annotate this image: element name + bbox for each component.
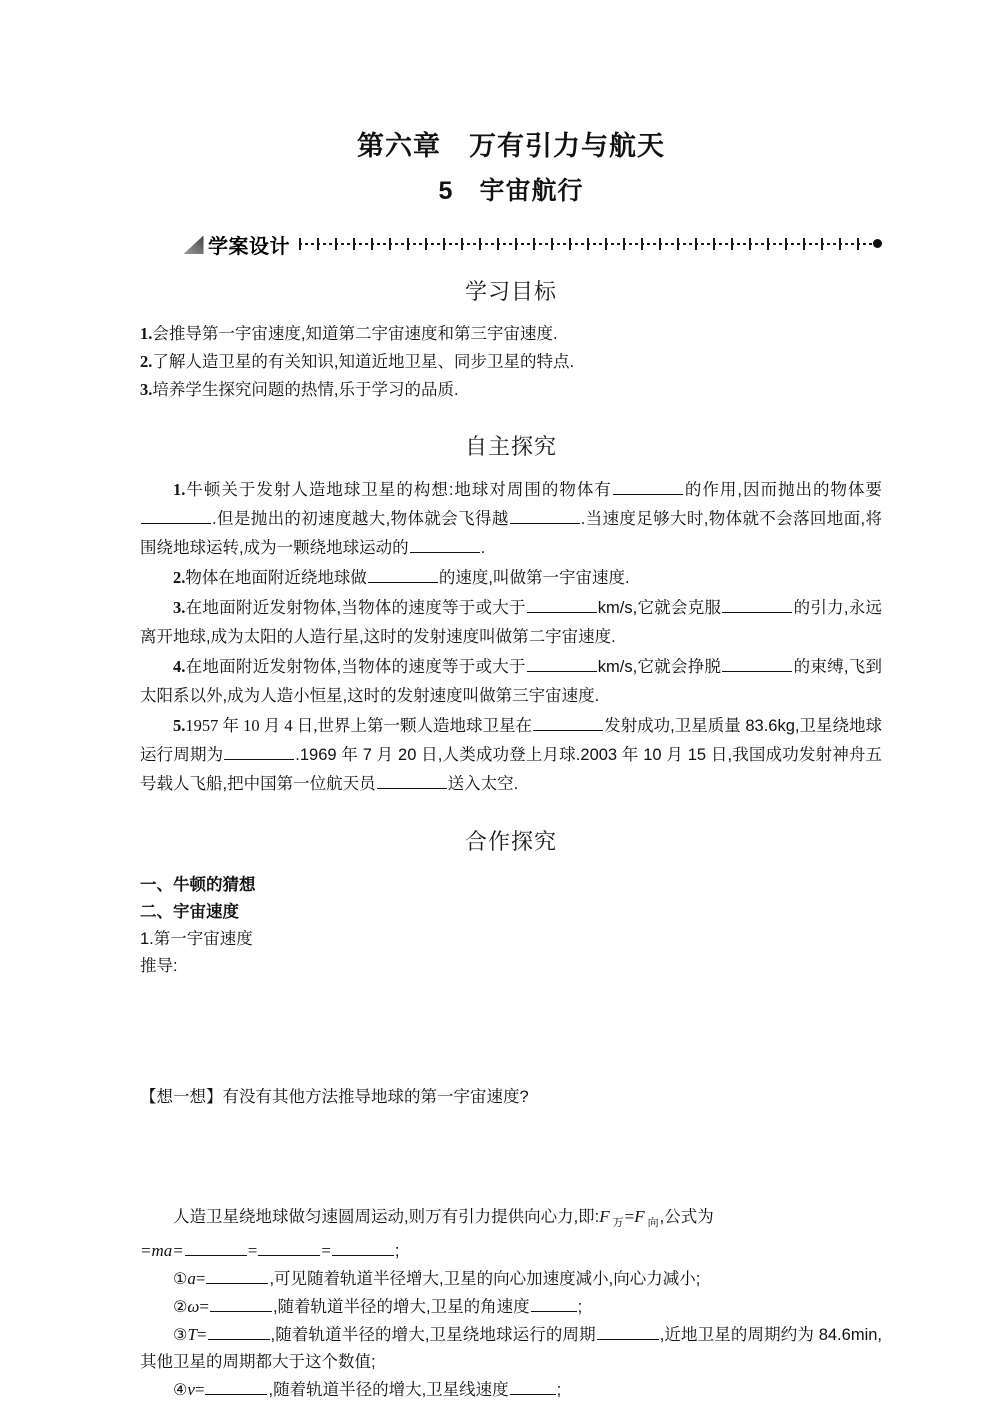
bullet-symbol: a <box>187 1269 196 1289</box>
objective-text: 培养学生探究问题的热情,乐于学习的品质. <box>152 381 459 399</box>
fill-in-blank[interactable] <box>368 567 438 583</box>
fill-in-blank[interactable] <box>185 1240 247 1256</box>
banner-label: 学案设计 <box>208 235 290 258</box>
derivation-workspace[interactable] <box>140 980 882 1084</box>
self-study-questions <box>140 475 882 799</box>
self-study-question-5 <box>140 711 882 799</box>
fill-in-blank[interactable] <box>722 656 792 672</box>
objectives-heading: 学习目标 <box>464 279 557 304</box>
self-study-question-1 <box>140 475 882 563</box>
question-text: 发射成功,卫星质量 83.6kg,卫星绕地球运行周期为 <box>140 717 883 764</box>
fill-in-blank[interactable] <box>510 508 580 524</box>
question-text: .当速度足够大时,物体就不会落回地面,将围绕地球运转,成为一颗绕地球运动的 <box>140 510 882 557</box>
question-unit: km/s,它就会克服 <box>597 599 722 617</box>
bullet-text: ,随着轨道半径的增大,卫星绕地球运行的周期 <box>270 1326 596 1345</box>
bullet-text: ; <box>577 1298 583 1317</box>
self-study-heading: 自主探究 <box>464 434 557 459</box>
self-study-question-4 <box>140 652 882 711</box>
equals-sign: = <box>196 1325 207 1345</box>
section-title: 5 宇宙航行 <box>438 176 584 205</box>
bullet-item-1 <box>140 1265 882 1293</box>
fill-in-blank[interactable] <box>722 597 792 613</box>
fill-in-blank[interactable] <box>533 715 603 731</box>
bullet-text: ; <box>556 1381 562 1400</box>
formula-intro-paragraph <box>140 1203 882 1237</box>
self-study-question-2 <box>140 563 882 593</box>
bullet-text: ,可见随着轨道半径增大,卫星的向心加速度减小,向心力减小; <box>269 1270 701 1289</box>
question-text: 物体在地面附近绕地球做 <box>185 569 367 587</box>
bullet-text: ,随着轨道半径的增大,卫星的角速度 <box>272 1298 530 1317</box>
question-text: 送入太空. <box>447 775 519 793</box>
derivation-label: 推导: <box>140 957 178 975</box>
question-text: 的作用,因而抛出的物体要 <box>683 481 882 499</box>
fill-in-blank[interactable] <box>410 537 480 553</box>
fill-in-blank[interactable] <box>224 744 294 760</box>
question-number: 2. <box>173 568 186 587</box>
objective-item <box>140 348 882 376</box>
question-text: 的速度,叫做第一宇宙速度. <box>438 569 630 587</box>
objective-number: 1. <box>140 324 153 343</box>
bullet-marker: ④ <box>173 1380 188 1400</box>
formula-intro-text: ,公式为 <box>659 1208 714 1226</box>
page-content <box>140 0 882 1404</box>
formula-equation-line <box>140 1237 882 1265</box>
bullet-item-4 <box>140 1376 882 1404</box>
question-number: 1. <box>173 480 186 499</box>
objective-number: 2. <box>140 352 153 371</box>
cooperative-heading: 合作探究 <box>464 829 557 854</box>
fill-in-blank[interactable] <box>597 1324 659 1340</box>
formula-tail: ; <box>394 1242 400 1261</box>
equals-sign: = <box>194 1380 205 1400</box>
bullet-marker: ① <box>173 1269 188 1289</box>
triangle-flag-icon <box>182 234 205 255</box>
fill-in-blank[interactable] <box>377 773 447 789</box>
fill-in-blank[interactable] <box>531 1296 577 1312</box>
cooperative-body <box>140 872 882 1404</box>
objective-item <box>140 376 882 404</box>
banner-decorative-rule <box>299 237 882 251</box>
objective-number: 3. <box>140 380 153 399</box>
objectives-list <box>140 320 882 404</box>
force-subscript-gravity: 万 <box>612 1217 624 1230</box>
question-number: 5. <box>173 716 186 735</box>
equals-sign: = <box>624 1207 635 1226</box>
fill-in-blank[interactable] <box>205 1379 267 1395</box>
equals-sign: = <box>321 1241 331 1261</box>
fill-in-blank[interactable] <box>527 597 597 613</box>
question-unit: km/s,它就会挣脱 <box>597 658 722 676</box>
question-text: . <box>480 539 486 557</box>
formula-lead: =ma= <box>140 1241 184 1261</box>
fill-in-blank[interactable] <box>141 508 211 524</box>
bullet-text: ,近地卫星的周期约为 84.6min,其他卫星的周期都大于这个数值; <box>140 1326 882 1372</box>
equals-sign: = <box>195 1269 206 1289</box>
objective-text: 了解人造卫星的有关知识,知道近地卫星、同步卫星的特点. <box>152 353 575 371</box>
fill-in-blank[interactable] <box>527 656 597 672</box>
question-text: 牛顿关于发射人造地球卫星的构想:地球对周围的物体有 <box>185 481 612 499</box>
self-study-question-3 <box>140 593 882 652</box>
fill-in-blank[interactable] <box>210 1296 272 1312</box>
lesson-plan-banner <box>182 229 882 259</box>
question-number: 3. <box>173 598 186 617</box>
think-prompt: 【想一想】有没有其他方法推导地球的第一宇宙速度? <box>140 1088 529 1106</box>
bullet-marker: ② <box>173 1297 188 1317</box>
fill-in-blank[interactable] <box>208 1324 270 1340</box>
force-symbol: F <box>599 1207 610 1226</box>
question-text: 的束缚,飞到太阳系以外,成为人造小恒星,这时的发射速度叫做第三宇宙速度. <box>140 658 882 705</box>
rule-ticks <box>299 238 873 250</box>
think-workspace[interactable] <box>140 1111 882 1203</box>
question-number: 4. <box>173 657 186 676</box>
chapter-title: 第六章 万有引力与航天 <box>357 131 665 161</box>
cooperative-subheading-2: 二、宇宙速度 <box>140 903 239 921</box>
bullet-item-2 <box>140 1293 882 1321</box>
equals-sign: = <box>247 1241 258 1261</box>
fill-in-blank[interactable] <box>206 1268 268 1284</box>
equals-sign: = <box>199 1297 209 1317</box>
force-symbol: F <box>634 1207 645 1226</box>
cooperative-subheading-1: 一、牛顿的猜想 <box>140 876 256 894</box>
objective-text: 会推导第一宇宙速度,知道第二宇宙速度和第三宇宙速度. <box>152 325 558 343</box>
fill-in-blank[interactable] <box>332 1240 394 1256</box>
bullet-marker: ③ <box>173 1325 188 1345</box>
question-text: 在地面附近发射物体,当物体的速度等于或大于 <box>185 658 526 676</box>
objective-item <box>140 320 882 348</box>
force-subscript-centripetal: 向 <box>647 1217 659 1230</box>
bullet-symbol: ω <box>187 1297 200 1317</box>
question-text: 在地面附近发射物体,当物体的速度等于或大于 <box>185 599 526 617</box>
fill-in-blank[interactable] <box>613 479 683 495</box>
question-text: .1969 年 7 月 20 日,人类成功登上月球.2003 年 10 月 15 日,我国成功发射神舟五号载人飞船,把中国第一位航天员 <box>140 746 883 793</box>
question-text: 1957 年 10 月 4 日,世界上第一颗人造地球卫星在 <box>185 716 533 735</box>
question-text: 的引力,永远离开地球,成为太阳的人造行星,这时的发射速度叫做第二宇宙速度. <box>140 599 882 646</box>
bullet-symbol: v <box>187 1380 195 1400</box>
cooperative-item-1: 1.第一宇宙速度 <box>140 930 253 948</box>
fill-in-blank[interactable] <box>510 1379 556 1395</box>
question-text: .但是抛出的初速度越大,物体就会飞得越 <box>212 510 509 528</box>
dot-icon <box>873 239 882 248</box>
fill-in-blank[interactable] <box>258 1240 320 1256</box>
bullet-item-3 <box>140 1321 882 1376</box>
bullet-text: ,随着轨道半径的增大,卫星线速度 <box>268 1381 509 1400</box>
formula-intro-text: 人造卫星绕地球做匀速圆周运动,则万有引力提供向心力,即: <box>173 1208 600 1226</box>
bullet-symbol: T <box>187 1325 197 1345</box>
